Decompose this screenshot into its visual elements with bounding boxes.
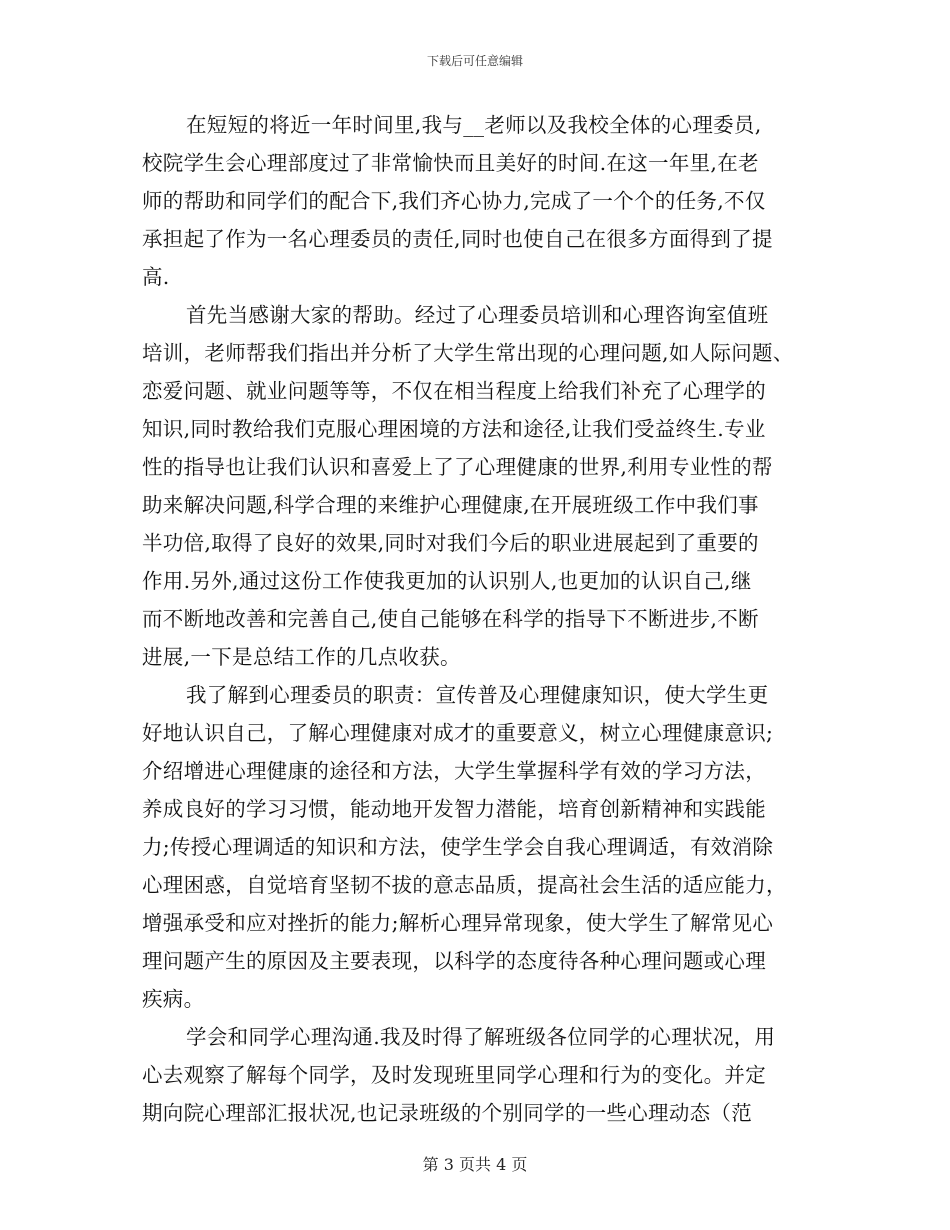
paragraph-4-line-1: 学会和同学心理沟通.我及时得了解班级各位同学的心理状况，用 [186,1025,776,1049]
paragraph-1-line-4: 承担起了作为一名心理委员的责任,同时也使自己在很多方面得到了提 [142,227,773,251]
paragraph-3-line-6: 心理困惑，自觉培育坚韧不拔的意志品质，提高社会生活的适应能力， [142,873,787,897]
paragraph-3-line-5: 力;传授心理调适的知识和方法，使学生学会自我心理调适，有效消除 [142,835,774,859]
paragraph-2-line-8: 作用.另外,通过这份工作使我更加的认识别人,也更加的认识自己,继 [142,569,752,593]
paragraph-3-line-1: 我了解到心理委员的职责：宣传普及心理健康知识，使大学生更 [186,683,769,707]
paragraph-4-line-2: 心去观察了解每个同学，及时发现班里同学心理和行为的变化。并定 [142,1063,766,1087]
paragraph-3-line-9: 疾病。 [142,987,205,1011]
paragraph-3-line-7: 增强承受和应对挫折的能力;解析心理异常现象，使大学生了解常见心 [142,911,774,935]
paragraph-2-line-1: 首先当感谢大家的帮助。经过了心理委员培训和心理咨询室值班 [186,303,769,327]
paragraph-1-line-3: 师的帮助和同学们的配合下,我们齐心协力,完成了一个个的任务,不仅 [142,189,766,213]
paragraph-3-line-4: 养成良好的学习习惯，能动地开发智力潜能，培育创新精神和实践能 [142,797,766,821]
paragraph-3-line-8: 理问题产生的原因及主要表现，以科学的态度待各种心理问题或心理 [142,949,766,973]
paragraph-2-line-3: 恋爱问题、就业问题等等，不仅在相当程度上给我们补充了心理学的 [142,379,766,403]
paragraph-1-line-5: 高. [142,265,170,289]
paragraph-2-line-2: 培训，老师帮我们指出并分析了大学生常出现的心理问题,如人际问题、 [142,341,794,365]
paragraph-2-line-6: 助来解决问题,科学合理的来维护心理健康,在开展班级工作中我们事 [142,493,759,517]
paragraph-2-line-5: 性的指导也让我们认识和喜爱上了了心理健康的世界,利用专业性的帮 [142,455,773,479]
paragraph-3-line-3: 介绍增进心理健康的途径和方法，大学生掌握科学有效的学习方法， [142,759,766,783]
page-header: 下载后可任意编辑 [426,54,523,68]
page-number: 第 3 页共 4 页 [422,1155,528,1174]
paragraph-2-line-7: 半功倍,取得了良好的效果,同时对我们今后的职业进展起到了重要的 [142,531,759,555]
document-body [142,106,812,1132]
paragraph-2-line-4: 知识,同时教给我们克服心理困境的方法和途径,让我们受益终生.专业 [142,417,766,441]
paragraph-3-line-2: 好地认识自己，了解心理健康对成才的重要意义，树立心理健康意识; [142,721,774,745]
paragraph-4-line-3: 期向院心理部汇报状况,也记录班级的个别同学的一些心理动态（范 [142,1101,753,1125]
paragraph-1-line-2: 校院学生会心理部度过了非常愉快而且美好的时间.在这一年里,在老 [142,151,759,175]
paragraph-2-line-10: 进展,一下是总结工作的几点收获。 [142,645,461,669]
paragraph-2-line-9: 而不断地改善和完善自己,使自己能够在科学的指导下不断进步,不断 [142,607,759,631]
paragraph-1-line-1: 在短短的将近一年时间里,我与__老师以及我校全体的心理委员, [186,113,762,137]
